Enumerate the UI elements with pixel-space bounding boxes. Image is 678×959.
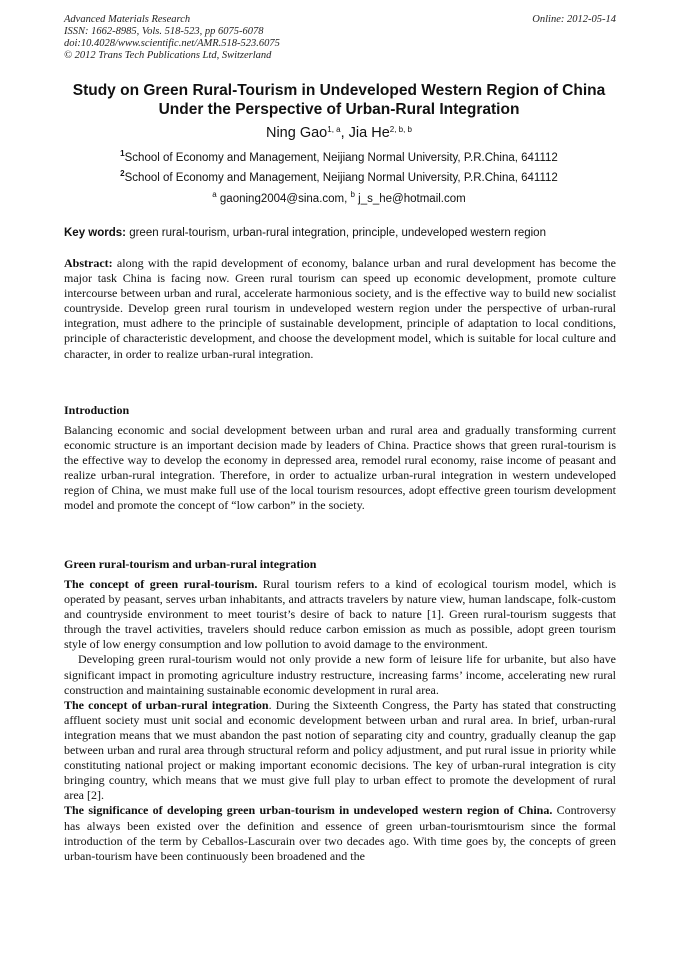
keywords — [64, 226, 616, 241]
affiliation-2-text: School of Economy and Management, Neijiang Normal University, P.R.China, 641112 — [124, 172, 558, 184]
paragraph-1-lead: The concept of green rural-tourism. — [64, 577, 258, 591]
journal-header — [64, 14, 616, 62]
online-date: Online: 2012-05-14 — [532, 14, 616, 25]
journal-issn: ISSN: 1662-8985, Vols. 518-523, pp 6075-6078 — [64, 26, 264, 37]
affiliation-1 — [40, 151, 638, 166]
keywords-text: green rural-tourism, urban-rural integration, principle, undeveloped western region — [126, 227, 546, 239]
author-1-sup: 1, a — [327, 125, 341, 134]
section-2-heading: Green rural-tourism and urban-rural integration — [64, 557, 317, 571]
abstract-label: Abstract: — [64, 256, 113, 270]
abstract-text: along with the rapid development of economy, balance urban and rural development has become the major task China is facing now. Green rural tourism can speed up economic development, promote culture intercourse between urban and rural, accelerate harmonious society, and is the effective way to build new socialist countryside. Develop green rural tourism in undeveloped western region under the perspective of urban-rural integration, must adhere to the principle of sustainable development, principle of adaptation to local conditions, principle of characteristic development, and choose the development model, which is suitable for local culture and character, in order to realize urban-rural integration. — [64, 256, 616, 361]
paragraph-developing: Developing green rural-tourism would not only provide a new form of leisure life for urbanite, but also have significant impact in promoting agriculture industry restructure, increasing farms’ income, accelerating new rural construction and maintaining sustainable economic development in rural area. — [64, 652, 616, 697]
affiliation-2-num: 2 — [120, 169, 125, 178]
email-b: j_s_he@hotmail.com — [354, 193, 466, 205]
keywords-label: Key words: — [64, 227, 126, 239]
paragraph-3-lead: The concept of urban-rural integration — [64, 697, 269, 712]
email-b-sup: b — [350, 190, 355, 199]
title-line-2: Under the Perspective of Urban-Rural Integration — [158, 101, 520, 118]
introduction-heading: Introduction — [64, 403, 130, 417]
paragraph-urban-rural-integration — [64, 698, 616, 804]
author-2: Jia He — [348, 125, 390, 141]
paragraph-significance — [64, 803, 616, 863]
affiliation-1-text: School of Economy and Management, Neijiang Normal University, P.R.China, 641112 — [124, 152, 558, 164]
author-separator: , — [340, 125, 349, 141]
email-a-sup: a — [212, 190, 217, 199]
paper-title — [40, 81, 638, 119]
author-2-sup: 2, b, b — [389, 125, 413, 134]
paragraph-green-rural-tourism — [64, 577, 616, 652]
email-line — [40, 192, 638, 207]
introduction-text: Balancing economic and social development between urban and rural area and gradually transforming current economic structure is an important decision made by leaders of China. Practice shows that green rural-tourism is the effective way to develop the economy in depressed area, remodel rural economy, raise income of peasant and realize urban-rural integration. Therefore, in order to actualize urban-rural integration in western undeveloped region of China, we must make full use of the local tourism resources, adopt effective green tourism development model and promote the concept of “low carbon” in the society. — [64, 423, 616, 513]
section-2-body — [64, 577, 616, 864]
journal-name: Advanced Materials Research — [64, 14, 191, 25]
author-1: Ning Gao — [265, 125, 328, 141]
paragraph-4-text: Controversy has always been existed over the definition and essence of green urban-tourismtourism since the formal introduction of the term by Ceballos-Lascurain over two decades ago. With time goes by, the concepts of green urban-tourism have been continuously been broadened and the — [64, 803, 616, 863]
paragraph-3-text: . During the Sixteenth Congress, the Party has stated that constructing affluent society must unit social and economic development between urban and rural area. In brief, urban-rural integration means that we must abandon the past notion of separating city and country, gradually cleanup the gap between urban and rural area through structural reform and policy adjustment, and put rural issue in priority while constituting national project or making important economic decisions. The key of urban-rural integration is city bringing country, which means that we must give full play to urban effect to promote the development of rural area [2]. — [64, 697, 616, 803]
paragraph-1-text: Rural tourism refers to a kind of ecological tourism model, which is operated by peasant, serves urban inhabitants, and attracts travelers by nature view, human landscape, folk-custom and countryside environment to meet tourist’s desire of back to nature [1]. Green rural-tourism suggests that through the travel activities, travelers should reduce carbon emission as much as possible, adopt green tourism style of low energy consumption and low pollution to avoid damage to the environment. — [64, 577, 616, 652]
journal-copyright: © 2012 Trans Tech Publications Ltd, Switzerland — [64, 50, 272, 61]
journal-doi: doi:10.4028/www.scientific.net/AMR.518-523.6075 — [64, 38, 280, 49]
title-line-1: Study on Green Rural-Tourism in Undeveloped Western Region of China — [72, 82, 606, 99]
affiliation-2 — [40, 171, 638, 186]
email-a: gaoning2004@sina.com, — [216, 193, 351, 205]
author-list — [40, 124, 638, 142]
abstract — [64, 256, 616, 362]
affiliation-1-num: 1 — [120, 149, 125, 158]
paragraph-4-lead: The significance of developing green urban-tourism in undeveloped western region of China. — [64, 803, 553, 818]
